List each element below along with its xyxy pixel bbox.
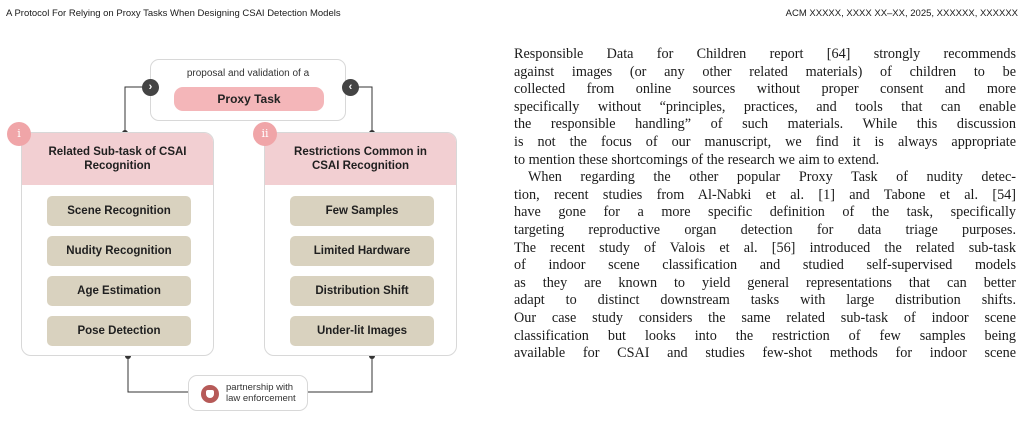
subtask-item: Age Estimation <box>47 276 191 306</box>
chevron-right-icon: › <box>142 79 159 96</box>
body-line: collected from online sources without proper consent and more <box>514 81 1016 98</box>
body-line: against images (or any other related materials) of children to be <box>514 63 1016 80</box>
police-badge-icon <box>201 385 219 403</box>
body-line: of indoor scene classification and studied self-supervised models <box>514 257 1016 274</box>
running-header-title: A Protocol For Relying on Proxy Tasks When Designing CSAI Detection Models <box>6 8 341 19</box>
partnership-label <box>226 382 296 404</box>
related-subtask-title: Related Sub-task of CSAI Recognition <box>22 133 213 185</box>
subtask-item: Scene Recognition <box>47 196 191 226</box>
body-line: adapt to distinct downstream tasks with large distribution shifts. <box>514 292 1016 309</box>
restrictions-panel <box>264 132 457 356</box>
restriction-item: Few Samples <box>290 196 434 226</box>
body-line: The recent study of Valois et al. [56] introduced the related sub-task <box>514 239 1016 256</box>
body-line: When regarding the other popular Proxy Task of nudity detec- <box>528 169 1016 186</box>
restrictions-title: Restrictions Common in CSAI Recognition <box>265 133 456 185</box>
restriction-item: Limited Hardware <box>290 236 434 266</box>
body-line: Our case study considers the same related sub-task of indoor scene <box>514 309 1016 326</box>
body-line: specifically without “principles, practices, and tools that can enable <box>514 98 1016 115</box>
restriction-item: Distribution Shift <box>290 276 434 306</box>
body-line: classification but looks into the restriction of few samples being <box>514 327 1016 344</box>
proxy-task-box <box>150 59 346 121</box>
body-line: is not the focus of our manuscript, we find it is always appropriate <box>514 133 1016 150</box>
restriction-item: Under-lit Images <box>290 316 434 346</box>
body-text-column <box>514 46 1016 363</box>
proxy-task-pill: Proxy Task <box>174 87 324 111</box>
body-line: Responsible Data for Children report [64] strongly recommends <box>514 46 1016 62</box>
body-line: to mention these shortcomings of the research we aim to extend. <box>514 151 880 168</box>
body-line: the responsible handling” of such materials. While this discussion <box>514 116 1016 133</box>
connector-right-bottom <box>308 356 372 392</box>
partnership-line-2: law enforcement <box>226 393 296 404</box>
body-line: available for CSAI and studies few-shot methods for indoor scene <box>514 345 1016 362</box>
partnership-box <box>188 375 308 411</box>
roman-badge-ii: ii <box>253 122 277 146</box>
body-line: tion, recent studies from Al-Nabki et al. [1] and Tabone et al. [54] <box>514 186 1016 203</box>
subtask-item: Nudity Recognition <box>47 236 191 266</box>
body-line: have gone for a more specific definition of the task, specifically <box>514 204 1016 221</box>
related-subtask-panel <box>21 132 214 356</box>
roman-badge-i: i <box>7 122 31 146</box>
connector-left-bottom <box>128 356 188 392</box>
body-line: targeting reproductive organ detection for data triage purposes. <box>514 221 1016 238</box>
body-line: as they are known to yield general representations that can better <box>514 274 1016 291</box>
partnership-line-1: partnership with <box>226 382 294 393</box>
proxy-task-caption: proposal and validation of a <box>186 68 310 79</box>
running-header-venue: ACM XXXXX, XXXX XX–XX, 2025, XXXXXX, XXXXXX <box>785 8 1018 19</box>
subtask-item: Pose Detection <box>47 316 191 346</box>
proxy-task-diagram <box>0 0 500 448</box>
chevron-left-icon: ‹ <box>342 79 359 96</box>
